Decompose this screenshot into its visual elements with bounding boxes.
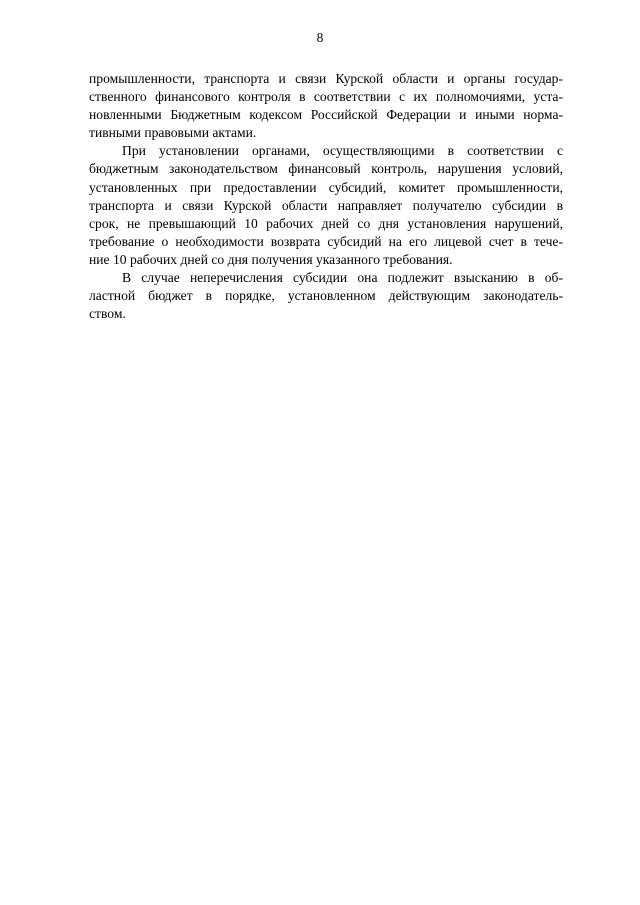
text-line: ластной бюджет в порядке, установленном действующим законодатель-: [89, 288, 563, 304]
text-line: ние 10 рабочих дней со дня получения указанного требования.: [89, 251, 453, 267]
text-line: транспорта и связи Курской области направляет получателю субсидии в: [89, 197, 563, 213]
page-number: 8: [316, 30, 324, 45]
document-body: [89, 70, 563, 323]
text-line: промышленности, транспорта и связи Курской области и органы государ-: [89, 71, 563, 86]
text-line: В случае неперечисления субсидии она подлежит взысканию в об-: [122, 270, 563, 286]
text-line: требование о необходимости возврата субсидий на его лицевой счет в тече-: [89, 233, 563, 249]
text-line: тивными правовыми актами.: [89, 125, 257, 141]
paragraph-violations: [89, 142, 563, 269]
text-line: При установлении органами, осуществляющими в соответствии с: [122, 143, 563, 159]
text-line: бюджетным законодательством финансовый контроль, нарушения условий,: [89, 161, 563, 177]
text-line: новленными Бюджетным кодексом Российской Федерации и иными норма-: [89, 107, 563, 123]
text-line: установленных при предоставлении субсидий, комитет промышленности,: [89, 179, 563, 195]
text-line: ственного финансового контроля в соответствии с их полномочиями, уста-: [89, 89, 563, 105]
paragraph-continuation: [89, 70, 563, 142]
text-line: срок, не превышающий 10 рабочих дней со дня установления нарушений,: [89, 215, 563, 231]
text-line: ством.: [89, 306, 126, 322]
paragraph-recovery: [89, 269, 563, 323]
